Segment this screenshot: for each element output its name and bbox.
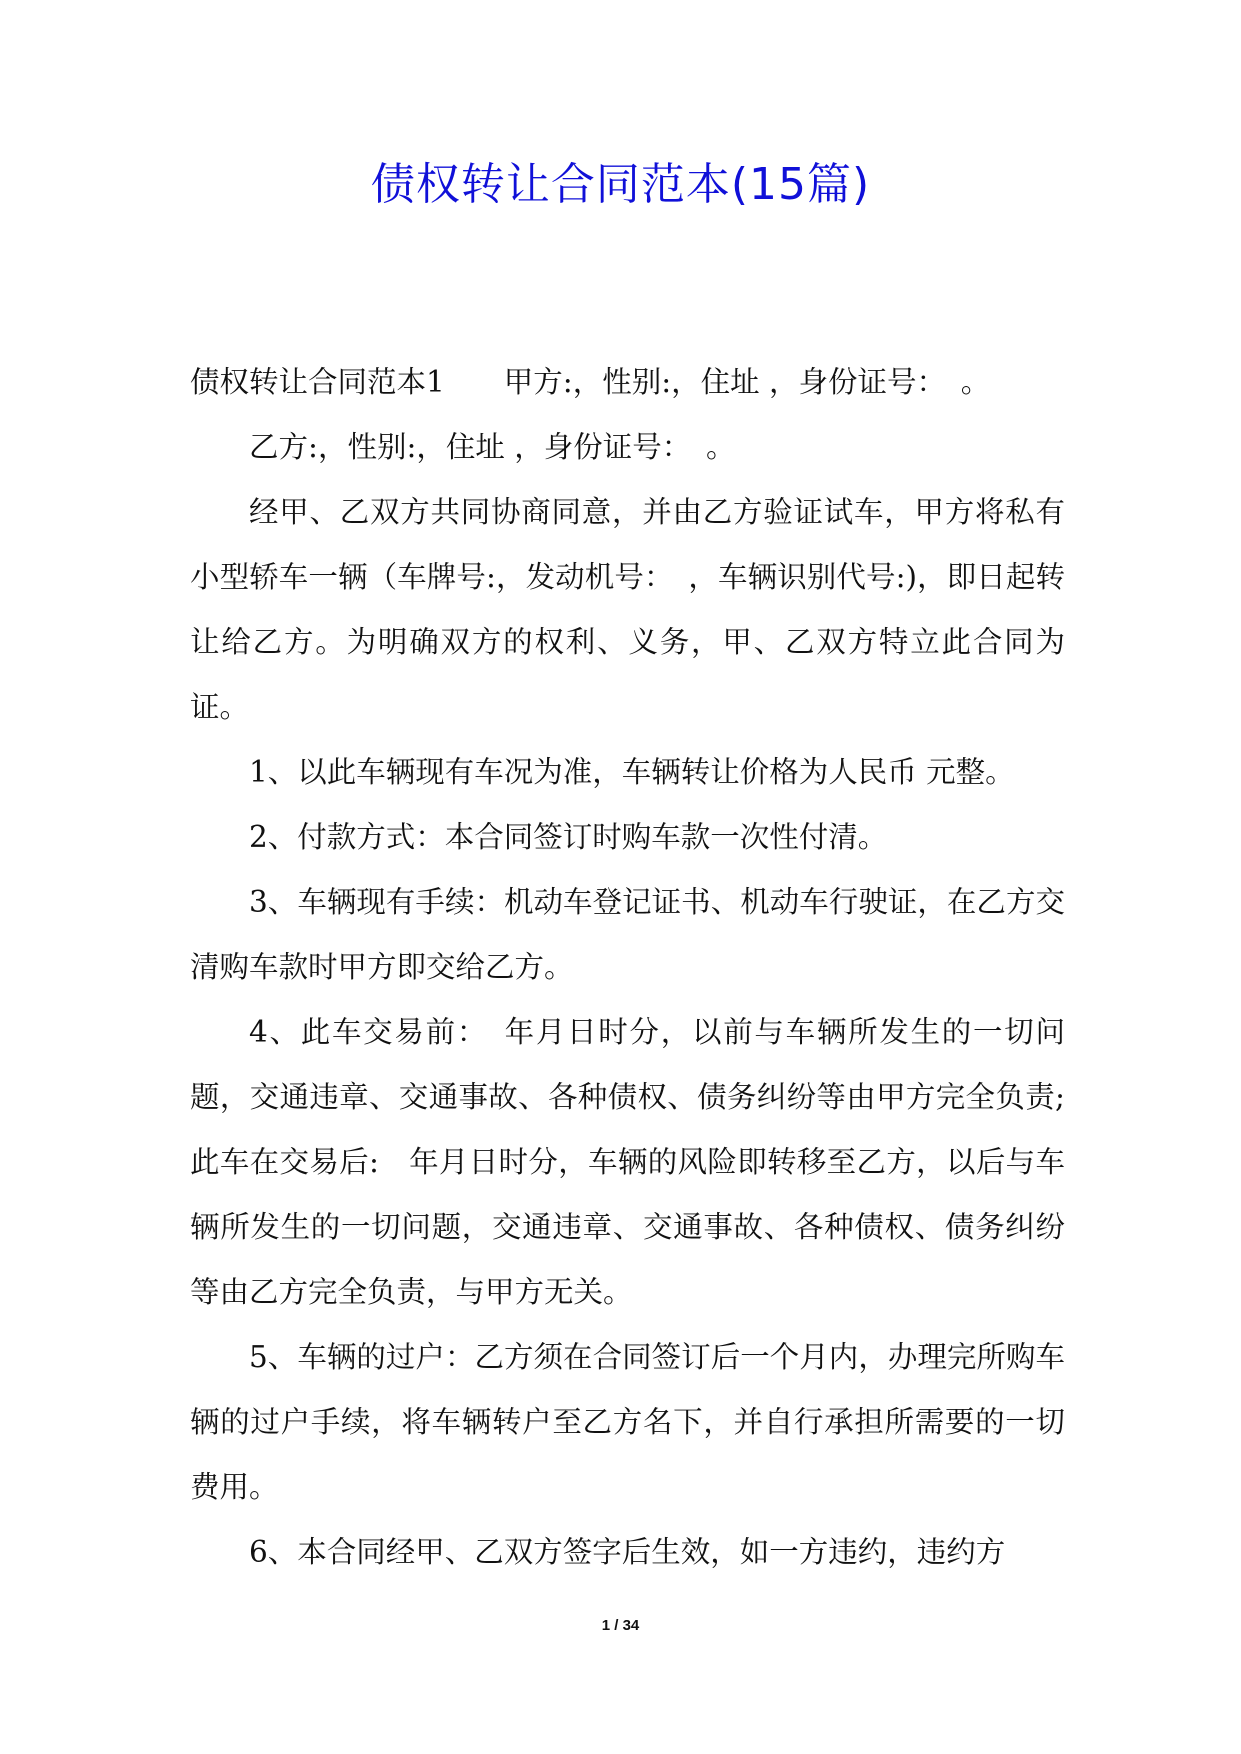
paragraph-clause-5: 5、车辆的过户：乙方须在合同签订后一个月内，办理完所购车辆的过户手续，将车辆转户至乙方名下，并自行承担所需要的一切费用。 (190, 1340, 1065, 1504)
paragraph-clause-3: 3、车辆现有手续：机动车登记证书、机动车行驶证，在乙方交清购车款时甲方即交给乙方。 (190, 885, 1065, 984)
paragraph-clause-4: 4、此车交易前： 年月日时分，以前与车辆所发生的一切问题，交通违章、交通事故、各种债权、债务纠纷等由甲方完全负责; 此车在交易后: 年月日时分，车辆的风险即转移至乙方，以后与车辆所发生的一切问题，交通违章、交通事故、各种债权、债务纠纷等由乙方完全负责，与甲方无关。 (190, 1015, 1075, 1309)
paragraph-clause-1: 1、以此车辆现有车况为准，车辆转让价格为人民币 元整。 (249, 755, 1015, 789)
paragraph-preamble: 经甲、乙双方共同协商同意，并由乙方验证试车，甲方将私有 小型轿车一辆（车牌号:，发动机号： ，车辆识别代号:)，即日起转让给乙方。为明确双方的权利、义务，甲、乙双方特立此合同为证。 (190, 495, 1095, 724)
paragraph-parties-a: 债权转让合同范本1 甲方:，性别:，住址 ，身份证号： 。 (190, 365, 991, 399)
paragraph-clause-6: 6、本合同经甲、乙双方签字后生效，如一方违约，违约方 (249, 1535, 1006, 1569)
page-number: 1 / 34 (601, 1617, 640, 1634)
paragraph-clause-2: 2、付款方式：本合同签订时购车款一次性付清。 (249, 820, 888, 854)
document-body (190, 350, 1095, 1585)
paragraph-parties-b: 乙方:，性别:，住址 ，身份证号： 。 (249, 430, 736, 464)
document-title: 债权转让合同范本(15篇) (370, 159, 871, 210)
